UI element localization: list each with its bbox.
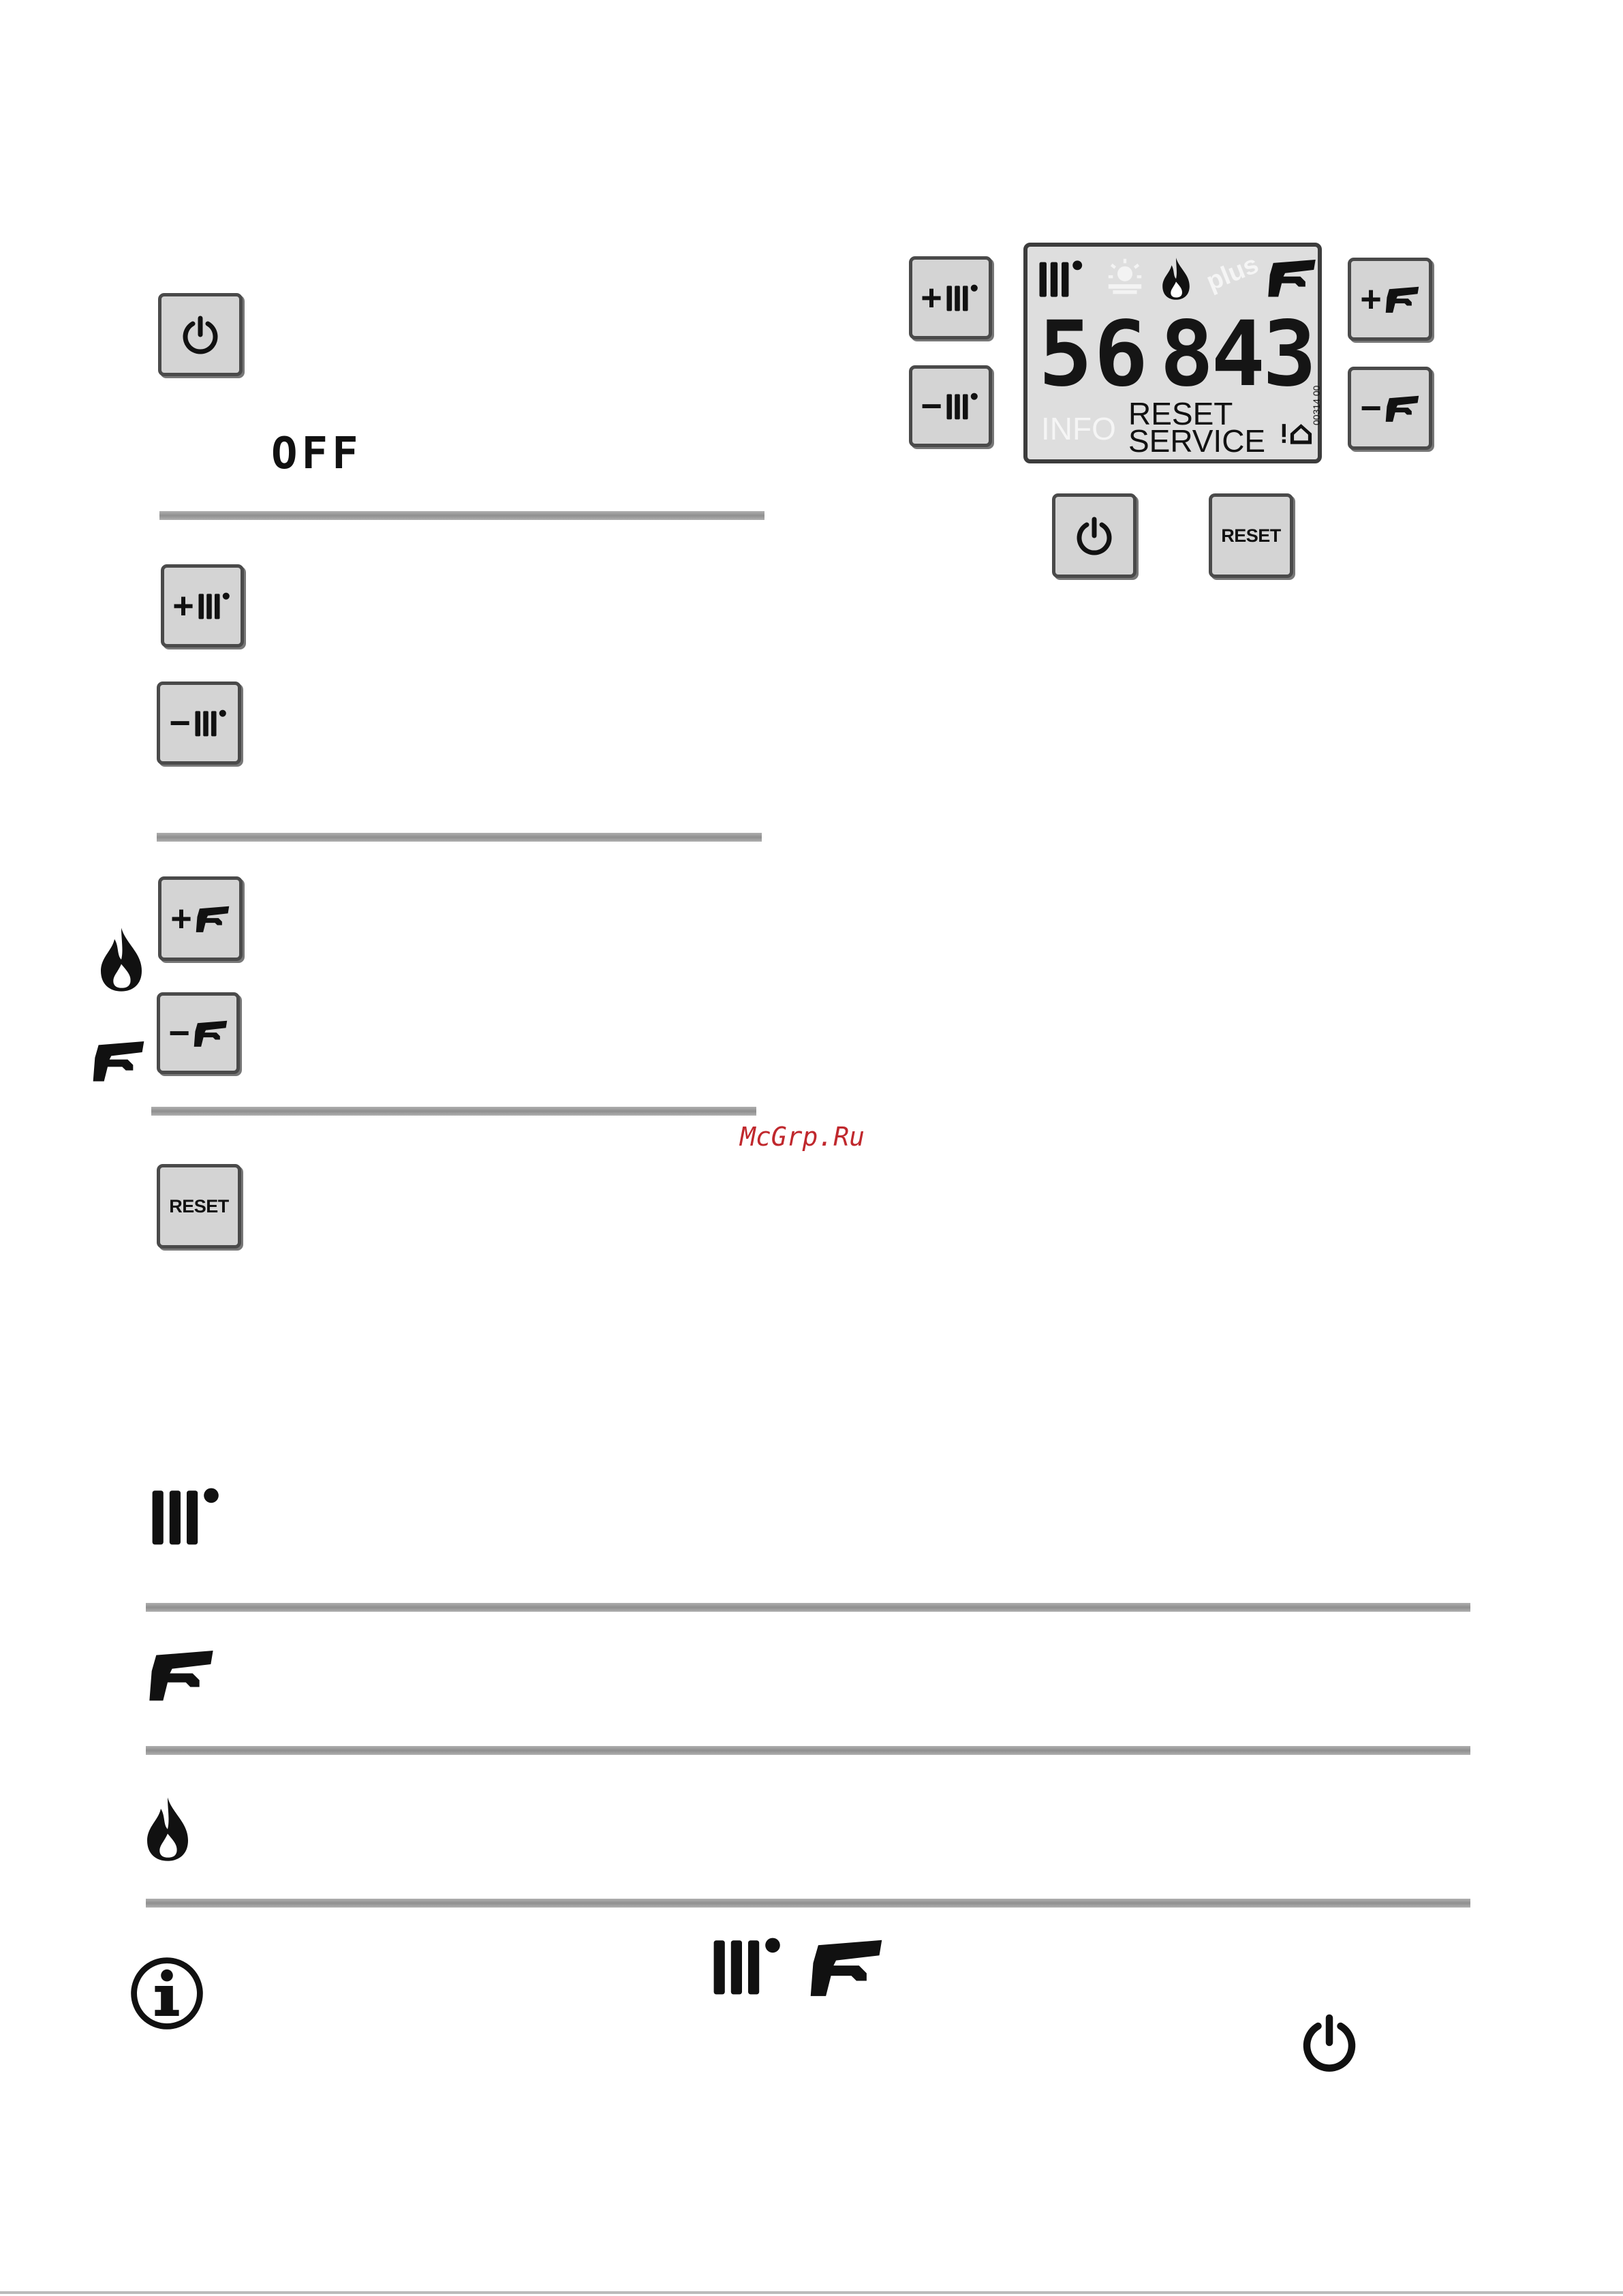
reset-label: RESET [1221, 525, 1281, 546]
right-value: 843 [1160, 302, 1314, 407]
flame-icon [97, 925, 146, 994]
reset-label: RESET [1128, 396, 1233, 431]
radiator-icon [197, 592, 232, 620]
radiator-icon [150, 1486, 223, 1547]
panel-reset-button[interactable] [1209, 493, 1293, 578]
lcd-display [1023, 243, 1322, 463]
panel-power-button[interactable] [1052, 493, 1137, 578]
tap-icon [808, 1934, 884, 2000]
power-icon [180, 314, 221, 355]
panel-heat-minus-button[interactable] [909, 365, 992, 447]
watermark: McGrp.Ru [740, 1122, 865, 1152]
power-icon [1074, 515, 1115, 556]
tap-icon [1266, 256, 1318, 299]
divider-3 [151, 1107, 756, 1116]
panel-heat-plus-button[interactable] [909, 256, 992, 339]
plus-label: plus [1202, 249, 1263, 297]
minus-sign: − [921, 386, 942, 427]
radiator-icon [711, 1935, 785, 1997]
flame-icon [1161, 256, 1191, 301]
minus-sign: − [168, 1013, 190, 1054]
heat-minus-button[interactable] [157, 682, 241, 765]
divider-4 [146, 1603, 1470, 1612]
tap-icon [91, 1037, 146, 1084]
power-button[interactable] [158, 293, 243, 376]
sun-icon [1102, 256, 1147, 296]
divider-1 [159, 511, 764, 520]
off-display: OFF [271, 429, 362, 479]
tap-icon [1385, 284, 1420, 314]
tap-icon [193, 1018, 228, 1048]
minus-sign: − [169, 703, 191, 744]
radiator-icon [1037, 259, 1086, 299]
plus-sign: + [170, 898, 192, 939]
plus-sign: + [1360, 279, 1382, 320]
info-label: INFO [1041, 411, 1116, 446]
bottom-edge-line [0, 2291, 1623, 2294]
plus-sign: + [172, 585, 194, 626]
divider-6 [146, 1899, 1470, 1908]
radiator-icon [945, 284, 980, 312]
service-label: SERVICE [1128, 423, 1266, 459]
radiator-icon [194, 709, 229, 737]
flame-icon [140, 1795, 195, 1863]
minus-sign: − [1360, 388, 1382, 429]
power-icon [1299, 2012, 1360, 2073]
info-icon [129, 1956, 204, 2031]
figure-code: 00314 00 [1311, 385, 1322, 425]
dhw-plus-button[interactable] [158, 876, 243, 961]
divider-5 [146, 1746, 1470, 1755]
plus-sign: + [921, 277, 942, 318]
divider-2 [157, 833, 762, 842]
panel-dhw-plus-button[interactable] [1348, 258, 1432, 341]
reset-button[interactable] [157, 1164, 241, 1249]
left-value: 56 [1038, 302, 1149, 407]
tap-icon [147, 1645, 215, 1704]
radiator-icon [945, 392, 980, 420]
tap-icon [1385, 393, 1420, 423]
dhw-minus-button[interactable] [157, 992, 240, 1074]
tap-icon [195, 904, 230, 934]
reset-label: RESET [169, 1195, 229, 1216]
panel-dhw-minus-button[interactable] [1348, 367, 1432, 450]
heat-plus-button[interactable] [161, 564, 244, 647]
